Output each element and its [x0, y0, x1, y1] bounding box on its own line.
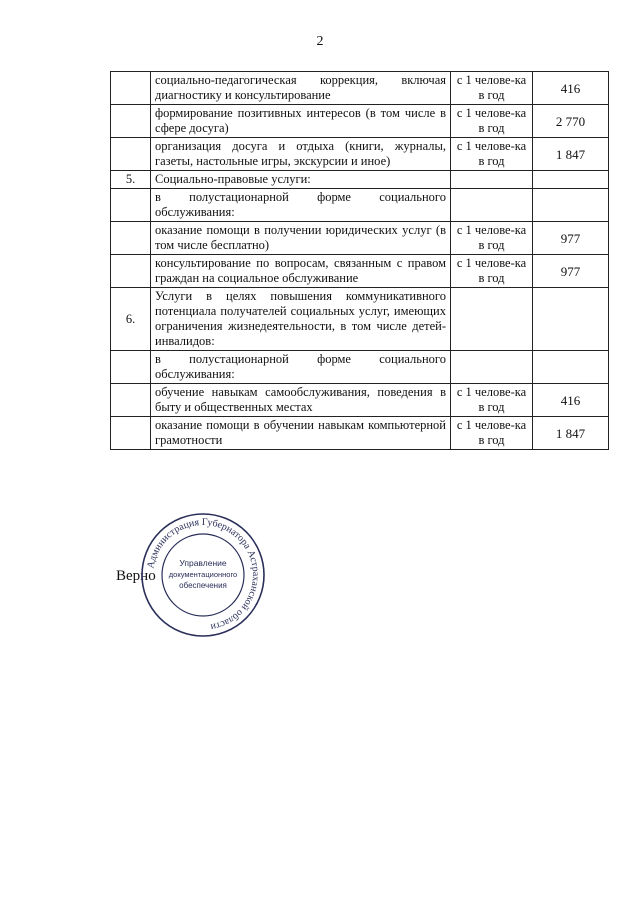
service-value: 977: [533, 222, 609, 255]
service-description: Услуги в целях повышения коммуникативного потенциала получателей социальных услуг, имеющих ограничения жизнедеятельности, в том числе детей-инвалидов:: [151, 288, 451, 351]
service-value: 416: [533, 384, 609, 417]
service-value: [533, 351, 609, 384]
service-description: в полустационарной форме социального обслуживания:: [151, 189, 451, 222]
service-value: 2 770: [533, 105, 609, 138]
service-value: 977: [533, 255, 609, 288]
service-description: Социально-правовые услуги:: [151, 171, 451, 189]
stamp-line-2: документационного: [168, 570, 238, 579]
service-value: [533, 171, 609, 189]
service-unit: [451, 351, 533, 384]
service-unit: с 1 челове-ка в год: [451, 417, 533, 450]
row-number: [111, 138, 151, 171]
service-unit: с 1 челове-ка в год: [451, 384, 533, 417]
table-row: [111, 222, 609, 255]
table-row: [111, 417, 609, 450]
table-row: [111, 138, 609, 171]
service-unit: с 1 челове-ка в год: [451, 105, 533, 138]
table-row: [111, 384, 609, 417]
stamp-line-1: Управление: [179, 558, 227, 568]
service-unit: [451, 189, 533, 222]
service-description: в полустационарной форме социального обслуживания:: [151, 351, 451, 384]
service-value: 1 847: [533, 138, 609, 171]
row-number: [111, 222, 151, 255]
table-row: [111, 171, 609, 189]
service-description: консультирование по вопросам, связанным с правом граждан на социальное обслуживание: [151, 255, 451, 288]
row-number: [111, 255, 151, 288]
table-row: [111, 105, 609, 138]
row-number: [111, 105, 151, 138]
row-number: [111, 189, 151, 222]
stamp-seal: [140, 512, 266, 638]
service-value: [533, 189, 609, 222]
row-number: [111, 417, 151, 450]
row-number: [111, 351, 151, 384]
official-stamp: [140, 512, 266, 638]
service-description: оказание помощи в обучении навыкам компьютерной грамотности: [151, 417, 451, 450]
table-row: [111, 72, 609, 105]
table-row: [111, 255, 609, 288]
page-number: 2: [316, 34, 324, 49]
row-number: [111, 384, 151, 417]
table-row: [111, 189, 609, 222]
row-number: 6.: [111, 288, 151, 351]
stamp-ring-text: Администрация Губернатора Астраханской области: [145, 516, 262, 633]
service-value: [533, 288, 609, 351]
service-value: 1 847: [533, 417, 609, 450]
service-description: оказание помощи в получении юридических услуг (в том числе бесплатно): [151, 222, 451, 255]
row-number: [111, 72, 151, 105]
services-table: [110, 71, 609, 450]
table-row: [111, 288, 609, 351]
verno-label: Верно: [116, 568, 156, 584]
service-description: организация досуга и отдыха (книги, журналы, газеты, настольные игры, экскурсии и иное): [151, 138, 451, 171]
service-unit: с 1 челове-ка в год: [451, 72, 533, 105]
row-number: 5.: [111, 171, 151, 189]
service-description: обучение навыкам самообслуживания, поведения в быту и общественных местах: [151, 384, 451, 417]
service-unit: с 1 челове-ка в год: [451, 138, 533, 171]
service-description: формирование позитивных интересов (в том числе в сфере досуга): [151, 105, 451, 138]
service-unit: с 1 челове-ка в год: [451, 255, 533, 288]
service-unit: с 1 челове-ка в год: [451, 222, 533, 255]
service-unit: [451, 171, 533, 189]
stamp-line-3: обеспечения: [179, 581, 227, 590]
service-description: социально-педагогическая коррекция, включая диагностику и консультирование: [151, 72, 451, 105]
service-unit: [451, 288, 533, 351]
table-row: [111, 351, 609, 384]
service-value: 416: [533, 72, 609, 105]
